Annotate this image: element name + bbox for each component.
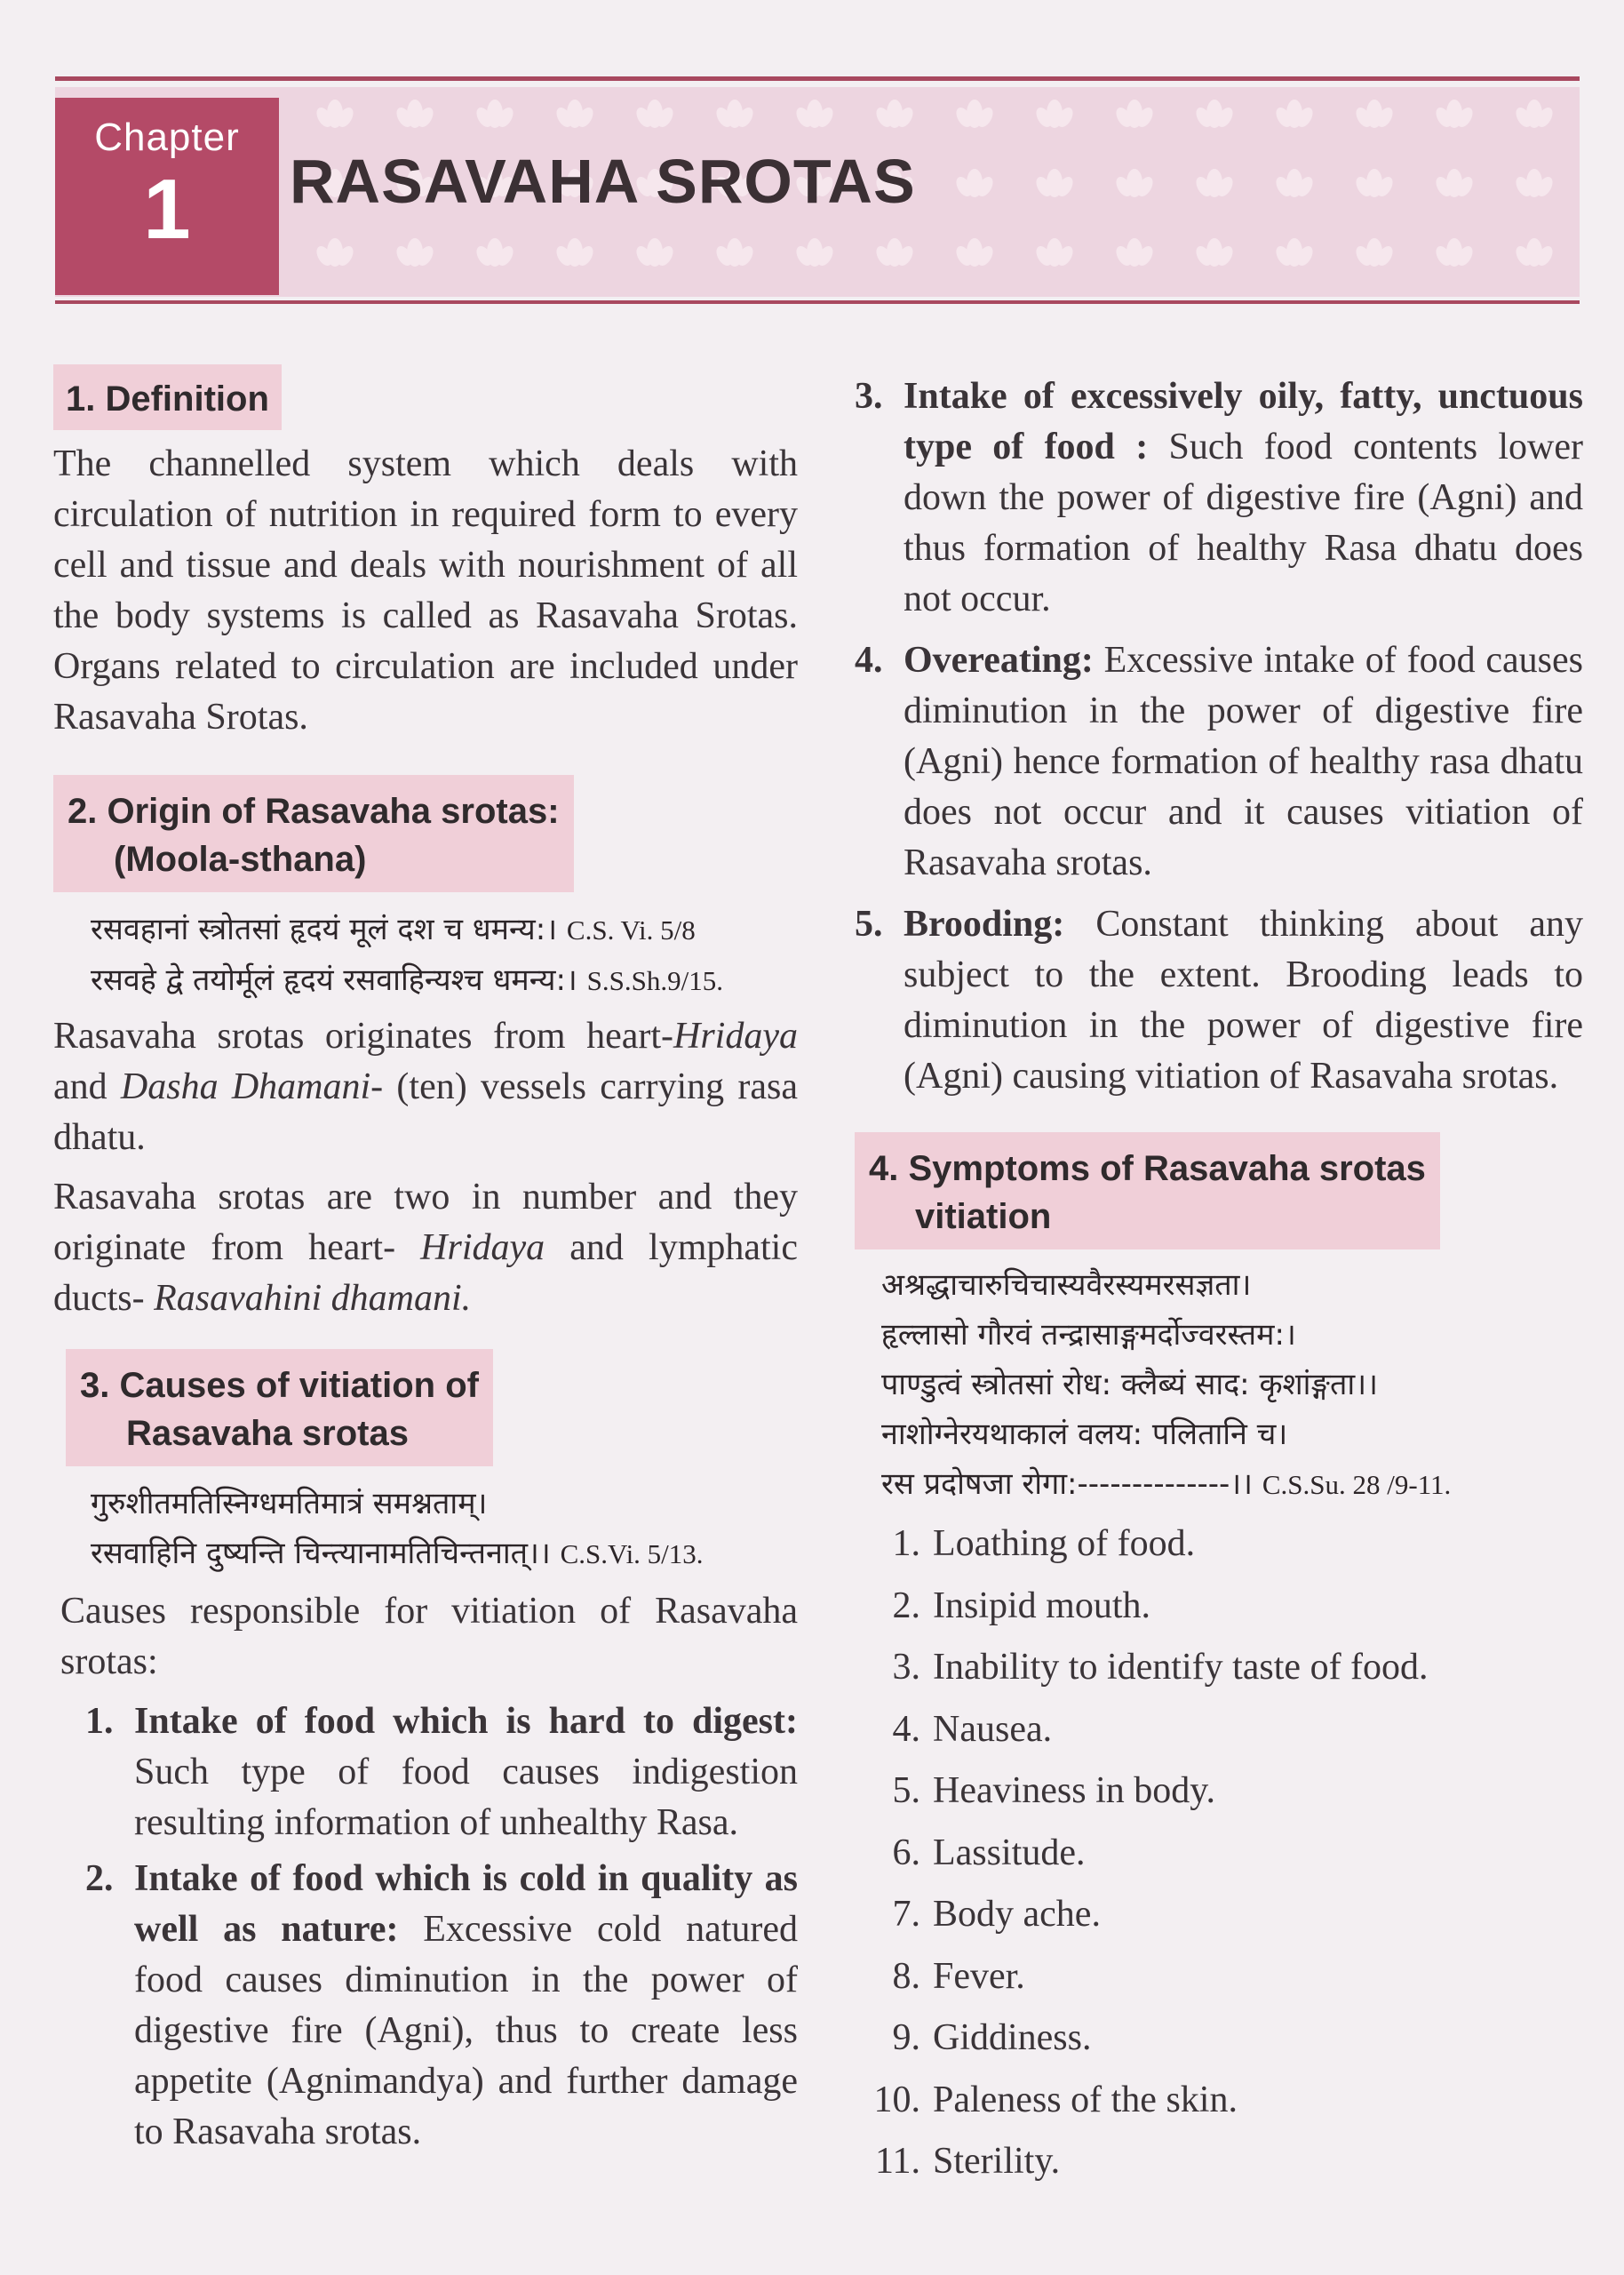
list-item: 1. Loathing of food.	[892, 1523, 1196, 1564]
list-item: 4. Overeating: Excessive intake of food causes diminution in the power of digestive fire (Agni) hence formation of healthy rasa dhatu does not occur and it causes vitiation of Rasavaha srotas.	[855, 640, 1583, 883]
header-top-rule	[55, 76, 1580, 81]
symptoms-heading: 4. Symptoms of Rasavaha srotas vitiation	[855, 1132, 1440, 1249]
right-column	[855, 371, 1583, 2193]
origin-paragraph-1: Rasavaha srotas originates from heart-Hridaya and Dasha Dhamani- (ten) vessels carrying rasa dhatu.	[53, 1016, 798, 1158]
symptoms-verses: अश्रद्धाचारुचिचास्यवैरस्यमरसज्ञता। हृल्लासो गौरवं तन्द्रासाङ्गमर्दोज्वरस्तम:। पाण्डुत्वं स्त्रोतसां रोध: क्लैब्यं साद: कृशांङ्गता।। नाशोग्नेरयथाकालं वलय: पलितानि च। रस प्रदोषजा रोगा:--------------।। C.S.Su. 28 /9-11.	[881, 1267, 1452, 1502]
header-bottom-rule	[55, 300, 1580, 304]
list-item: 2. Intake of food which is cold in quality as well as nature: Excessive cold natured food causes diminution in the power of digestive fire (Agni), thus to create less appetite (Agnimandya) and further damage to Rasavaha srotas.	[85, 1858, 799, 2152]
list-item: 3. Inability to identify taste of food.	[892, 1647, 1429, 1688]
chapter-number-box	[55, 98, 279, 295]
chapter-header	[55, 87, 1580, 297]
list-item: 10. Paleness of the skin.	[873, 2079, 1238, 2120]
causes-verse-1: गुरुशीतमतिस्निग्धमतिमात्रं समश्नताम्।	[91, 1486, 488, 1521]
causes-heading: 3. Causes of vitiation of Rasavaha srotas	[66, 1349, 493, 1466]
origin-paragraph-2: Rasavaha srotas are two in number and they originate from heart- Hridaya and lymphatic ducts- Rasavahini dhamani.	[53, 1177, 798, 1319]
definition-text: The channelled system which deals with circulation of nutrition in required form to every cell and tissue and deals with nourishment of all the body systems is called as Rasavaha Srotas. Organs related to circulation are included under Rasavaha Srotas.	[53, 443, 798, 738]
causes-intro: Causes responsible for vitiation of Rasavaha srotas:	[60, 1591, 798, 1682]
list-item: 8. Fever.	[892, 1955, 1025, 1997]
definition-heading: 1. Definition	[53, 364, 282, 430]
causes-verse-2: रसवाहिनि दुष्यन्ति चिन्त्यानामतिचिन्तनात्।। C.S.Vi. 5/13.	[91, 1536, 704, 1571]
list-item: 5. Heaviness in body.	[892, 1770, 1216, 1811]
causes-list-right	[855, 371, 1583, 1102]
list-item: 1. Intake of food which is hard to digest: Such type of food causes indigestion resulting information of unhealthy Rasa.	[85, 1701, 798, 1843]
origin-heading: 2. Origin of Rasavaha srotas: (Moola-sthana)	[53, 775, 574, 892]
chapter-label: Chapter	[94, 116, 240, 159]
list-item: 5. Brooding: Constant thinking about any subject to the extent. Brooding leads to diminution in the power of digestive fire (Agni) causing vitiation of Rasavaha srotas.	[855, 904, 1583, 1097]
chapter-number: 1	[143, 162, 191, 257]
list-item: 4. Nausea.	[892, 1708, 1053, 1750]
list-item: 2. Insipid mouth.	[892, 1585, 1151, 1626]
list-item: 11. Sterility.	[875, 2141, 1061, 2182]
symptoms-list	[855, 1513, 1583, 2193]
left-column	[53, 364, 798, 2158]
list-item: 7. Body ache.	[892, 1894, 1101, 1935]
list-item: 3. Intake of excessively oily, fatty, unctuous type of food : Such food contents lower down the power of digestive fire (Agni) and thus formation of healthy Rasa dhatu does not occur.	[855, 376, 1583, 619]
causes-list-left	[53, 1696, 798, 2158]
origin-verse-2: रसवहे द्वे तयोर्मूलं हृदयं रसवाहिन्यश्च धमन्य:। S.S.Sh.9/15.	[91, 962, 723, 998]
chapter-title: RASAVAHA SROTAS	[290, 147, 916, 216]
origin-verse-1: रसवहानां स्त्रोतसां हृदयं मूलं दश च धमन्य:। C.S. Vi. 5/8	[91, 912, 696, 947]
list-item: 9. Giddiness.	[892, 2017, 1092, 2058]
list-item: 6. Lassitude.	[892, 1832, 1086, 1873]
